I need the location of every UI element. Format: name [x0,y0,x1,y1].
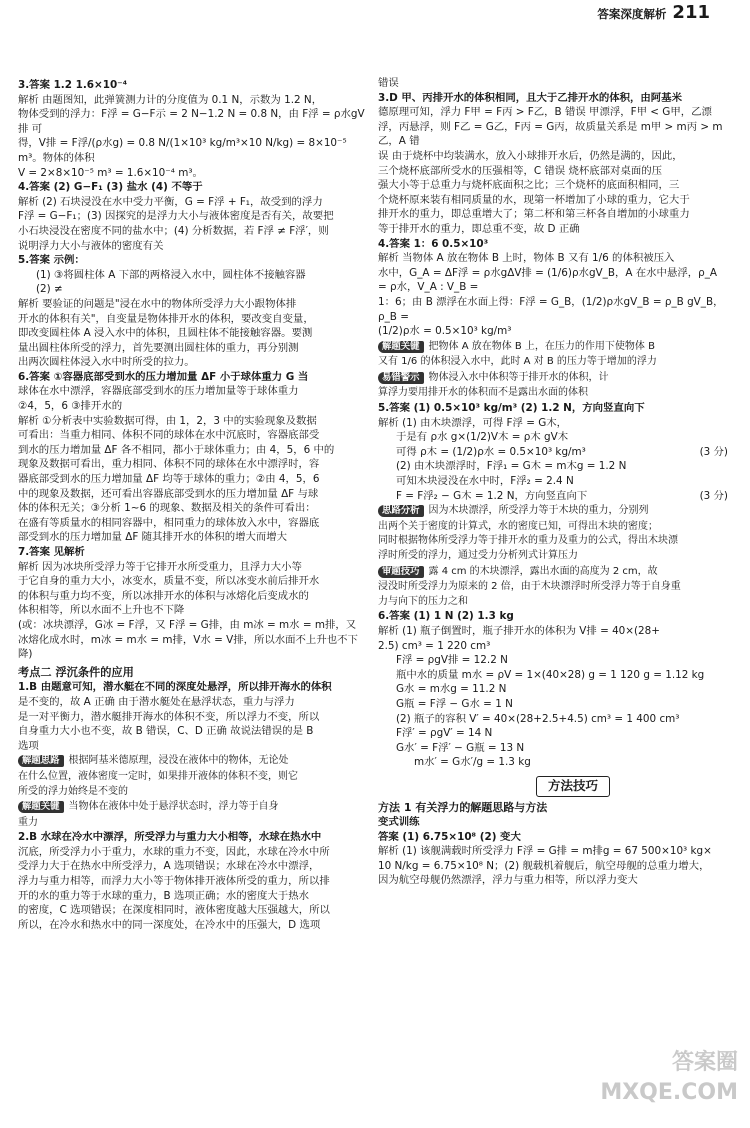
text-line: 个烧杯原来装有相同质量的水，现第一杯增加了小球的重力，它大于 [378,193,690,206]
text-line: 是一对平衡力，潜水艇排开海水的体积不变，所以浮力不变，所以 [18,710,320,723]
tip-text: 露 4 cm 的木块漂浮，露出水面的高度为 2 cm，故 [428,565,658,577]
text-line: 的密度，C 选项错误；在深度相同时，液体密度越大压强越大，所以 [18,904,330,917]
text-line: 浮，丙悬浮，则 F乙 = G乙，F丙 = G丙，故质量关系是 m甲 > m丙 > m乙，A 错 [378,120,723,148]
text-line: 解析 (1) 由木块漂浮，可得 F浮 = G木， [378,416,568,429]
text-line: 等于排开水的重力，即总重不变，故 D 正确 [378,222,580,235]
tip-text: 根据阿基米德原理，浸没在液体中的物体，无论处 [68,755,289,767]
text-line: V = 2×8×10⁻⁵ m³ = 1.6×10⁻⁴ m³。 [18,166,203,179]
text-line: 球体在水中漂浮，容器底部受到水的压力增加量等于球体重力 [18,385,299,398]
text-line: 1.B 由题意可知，潜水艇在不同的深度处悬浮，所以排开海水的体积 [18,681,332,694]
text-line: 2.5) cm³ = 1 220 cm³ [378,639,491,652]
text-line: 解析 (1) 瓶子倒置时，瓶子排开水的体积为 V排 = 40×(28+ [378,624,660,637]
text-line: 错误 [378,77,399,89]
text-line: 解析 当物体 A 放在物体 B 上时，物体 B 又有 1/6 的体积被压入 [378,252,675,265]
section-heading: 考点二 浮沉条件的应用 [18,665,134,679]
text-line: (2) 由木块漂浮时，F浮₁ = G木 = m木g = 1.2 N [396,460,627,473]
text-line: 浸没时所受浮力为原来的 2 倍，由于木块漂浮时所受浮力等于自身重 [378,581,681,593]
text-line: 浮时所受的浮力，通过受力分析列式计算压力 [378,550,578,561]
text-line: F浮 = G−F₁；(3) 因探究的是浮力大小与液体密度是否有关，故要把 [18,210,334,223]
text-line: (或：冰块漂浮，G冰 = F浮，又 F浮 = G排，由 m冰 = m水 = m排，又 [18,618,357,631]
text-line: 10 N/kg = 6.75×10⁸ N；(2) 舰载机着舰后，航空母舰的总重力增大， [378,859,710,872]
text-line: 中的现象及数据，还可看出容器底部受到水的压力增加量 ΔF 与球 [18,487,319,500]
text-line: F浮 = ρgV排 = 12.2 N [396,654,508,667]
text-line: 在盛有等质量水的相同容器中，相同重力的球体放入水中，容器底 [18,516,320,529]
text-line: 出两次圆柱体浸入水中时所受的拉力。 [18,356,195,369]
text-line: 冰熔化成水时，m冰 = m水 = m排，V水 = V排，所以水面不上升也不下降) [18,633,358,661]
score-label: (3 分) [699,445,728,458]
text-line: 得，V排 = F浮/(ρ水g) = 0.8 N/(1×10³ kg/m³×10 N/kg) = 8×10⁻⁵ m³。物体的体积 [18,137,347,164]
text-line: G水 = m水g = 11.2 N [396,683,507,696]
text-line: 德原理可知，浮力 F甲 = F丙 > F乙，B 错误 甲漂浮，F甲 < G甲，乙漂 [378,106,712,119]
text-line: 是不变的，故 A 正确 由于潜水艇处在悬浮状态，重力与浮力 [18,695,295,708]
text-line: 三个烧杯底部所受水的压强相等，C 错误 烧杯底部对桌面的压 [378,164,663,177]
text-line: 7.答案 见解析 [18,546,85,558]
text-line: 2.B 水球在冷水中漂浮，所受浮力与重力大小相等，水球在热水中 [18,831,322,844]
text-line: 所受的浮力始终是不变的 [18,785,128,797]
text-line: 说明浮力大小与液体的密度有关 [18,239,164,252]
text-line: 排开水的重力，即总重增大了；第二杯和第三杯各自增加的小球重力 [378,208,690,221]
text-line [378,445,728,460]
text-line: 体积相等，所以水面不上升也不下降 [18,604,185,617]
text-line: 瓶中水的质量 m水 = ρV = 1×(40×28) g = 1 120 g = 1.12 kg [396,668,705,681]
text-line: 可看出：当重力相同、体积不同的球体在水中沉底时，容器底部受 [18,429,320,442]
text-line: 同时根据物体所受浮力等于排开水的重力及重力的公式，得出木块漂 [378,535,678,547]
tip-line [378,565,728,580]
text-line: 力与向下的压力之和 [378,595,468,607]
tip-text: 当物体在液体中处于悬浮状态时，浮力等于自身 [68,801,279,813]
text-line: 浮力与重力相等，而浮力大小等于物体排开液体所受的重力，所以排 [18,875,330,888]
text-line: 解析 因为冰块所受浮力等于它排开水所受重力，且浮力大小等 [18,560,302,573]
text-line: 答案 (1) 6.75×10⁸ (2) 变大 [378,830,521,843]
text-line: 即改变圆柱体 A 浸入水中的体积，且圆柱体不能接触容器。要测 [18,327,313,340]
tip-badge: 解题关键 [378,341,424,353]
text-line: 误 由于烧杯中均装满水，放入小球排开水后，仍然是满的，因此， [378,149,683,162]
line-text: 可得 ρ木 = (1/2)ρ水 = 0.5×10³ kg/m³ [396,445,586,458]
text-line: 1：6；由 B 漂浮在水面上得：F浮 = G_B，(1/2)ρ水gV_B = ρ_B gV_B，ρ_B = [378,295,724,323]
text-line: 重力 [18,816,38,828]
watermark: 答案圈 MXQE.COM [600,1050,738,1105]
text-line: 6.答案 (1) 1 N (2) 1.3 kg [378,610,514,623]
text-line: 于是有 ρ水 g×(1/2)V木 = ρ木 gV木 [396,431,569,444]
text-line: 选项 [18,739,39,752]
text-line: (1) ③将圆柱体 A 下部的两格浸入水中，圆柱体不接触容器 [36,268,306,281]
text-line: 解析 (1) 该舰满载时所受浮力 F浮 = G排 = m排g = 67 500×10³ kg× [378,845,712,858]
tip-badge: 易错警示 [378,372,424,384]
text-line: 沉底，所受浮力小于重力，水球的重力不变，因此，水球在冷水中所 [18,845,330,858]
text-line: 受浮力大于在热水中所受浮力，A 选项错误；水球在冷水中漂浮， [18,860,320,873]
tip-text: 把物体 A 放在物体 B 上，在压力的作用下使物体 B [428,340,655,352]
text-line: 解析 要验证的问题是"浸在水中的物体所受浮力大小跟物体排 [18,297,297,310]
text-line: 开的水的重力等于水球的重力，B 选项正确；水的密度大于热水 [18,889,309,902]
method-box-title: 方法技巧 [536,776,610,797]
tip-badge: 思路分析 [378,505,424,517]
text-line: 4.答案 1：6 0.5×10³ [378,237,489,250]
text-line: 3.D 甲、丙排开水的体积相同，且大于乙排开水的体积，由阿基米 [378,91,682,104]
tip-line [378,340,728,355]
text-line: 又有 1/6 的体积浸入水中，此时 A 对 B 的压力等于增加的浮力 [378,356,657,368]
text-line: 物体受到的浮力：F浮 = G−F示 = 2 N−1.2 N = 0.8 N，由 F浮 = ρ水gV排 可 [18,108,365,135]
text-line: 解析 由题图知，此弹簧测力计的分度值为 0.1 N，示数为 1.2 N， [18,93,323,106]
text-line: ②4，5，6 ③排开水的 [18,400,123,413]
tip-line [18,800,365,815]
text-line: 部受到水的压力增加量 ΔF 随其排开水的体积的增大而增大 [18,531,288,544]
text-line: 开水的体积有关"，自变量是物体排开水的体积，要改变自变量， [18,312,314,325]
text-line: 3.答案 1.2 1.6×10⁻⁴ [18,79,128,91]
text-line: G水′ = F浮′ − G瓶 = 13 N [396,741,525,754]
line-text: F = F浮₂ − G木 = 1.2 N，方向竖直向下 [396,489,588,502]
page-header [597,2,710,28]
tip-badge: 解题思路 [18,755,64,767]
text-line: 5.答案 示例： [18,254,85,267]
text-line: 现象及数据可看出，重力相同、体积不同的球体在水中漂浮时，容 [18,458,320,471]
text-line: 于它自身的重力大小，冰变水，质量不变，所以冰变水前后排开水 [18,575,320,588]
tip-badge: 解题关键 [18,801,64,813]
text-line: 方法 1 有关浮力的解题思路与方法 [378,800,548,814]
text-line: 出两个关于密度的计算式，水的密度已知，可得出木块的密度； [378,520,658,532]
text-line: 器底部受到水的压力增加量 ΔF 均等于球体的重力；②由 4，5，6 [18,473,320,486]
text-line: 强大小等于总重力与烧杯底面积之比；三个烧杯的底面积相同，三 [378,179,680,192]
text-line: 水中，G_A = ΔF浮 = ρ水gΔV排 = (1/6)ρ水gV_B，A 在水中悬浮，ρ_A = ρ水，V_A : V_B = [378,266,718,294]
tip-line [18,754,365,769]
right-column [378,76,728,888]
text-line: 量出圆柱体所受的浮力，首先要测出圆柱体的重力，再分别测 [18,341,299,354]
tip-badge: 审题技巧 [378,566,424,578]
text-line: 解析 ①分析表中实验数据可得，由 1，2，3 中的实验现象及数据 [18,414,317,427]
text-line [378,489,728,504]
text-line: 在什么位置，液体密度一定时，如果排开液体的体积不变，则它 [18,770,298,782]
tip-text: 因为木块漂浮，所受浮力等于木块的重力，分别列 [428,505,649,517]
text-line: 所以，在冷水和热水中的同一深度处，在冷水中的压强大，D 选项 [18,918,321,931]
text-line: 变式训练 [378,816,420,829]
text-line: 自身重力大小也不变，故 B 错误，C、D 正确 故说法错误的是 B [18,725,314,738]
text-line: 因为航空母舰仍然漂浮，浮力与重力相等，所以浮力变大 [378,874,638,887]
text-line: F浮′ = ρgV′ = 14 N [396,727,493,740]
page-number: 211 [672,2,710,23]
text-line: m水′ = G水′/g = 1.3 kg [414,756,531,769]
text-line: 4.答案 (2) G−F₁ (3) 盐水 (4) 不等于 [18,181,203,194]
text-line: (2) 瓶子的容积 V′ = 40×(28+2.5+4.5) cm³ = 1 400 cm³ [396,712,680,725]
text-line: 小石块浸没在密度不同的盐水中；(4) 分析数据，若 F浮 ≠ F浮′，则 [18,224,329,237]
tip-text: 物体浸入水中体积等于排开水的体积，计 [428,371,609,383]
text-line: 6.答案 ①容器底部受到水的压力增加量 ΔF 小于球体重力 G 当 [18,370,309,383]
text-line: 的体积与重力均不变，所以冰排开水的体积与冰熔化后变成水的 [18,589,309,602]
score-label: (3 分) [699,489,728,502]
text-line: (2) ≠ [36,283,63,296]
tip-line [378,371,728,386]
text-line: 5.答案 (1) 0.5×10³ kg/m³ (2) 1.2 N，方向竖直向下 [378,402,645,415]
text-line: (1/2)ρ水 = 0.5×10³ kg/m³ [378,325,512,338]
text-line: 可知木块浸没在水中时，F浮₂ = 2.4 N [396,475,574,488]
text-line: 体的体积无关；③分析 1~6 的现象、数据及相关的条件可看出： [18,502,316,515]
text-line: 算浮力要用排开水的体积而不是露出水面的体积 [378,387,588,399]
header-section-title: 答案深度解析 [597,7,667,21]
text-line: G瓶 = F浮 − G水 = 1 N [396,697,513,710]
tip-line [378,504,728,519]
left-column [18,78,365,932]
text-line: 到水的压力增加量 ΔF 各不相同，都小于球体重力；由 4，5，6 中的 [18,443,335,456]
text-line: 解析 (2) 石块浸没在水中受力平衡，G = F浮 + F₁，故受到的浮力 [18,195,323,208]
